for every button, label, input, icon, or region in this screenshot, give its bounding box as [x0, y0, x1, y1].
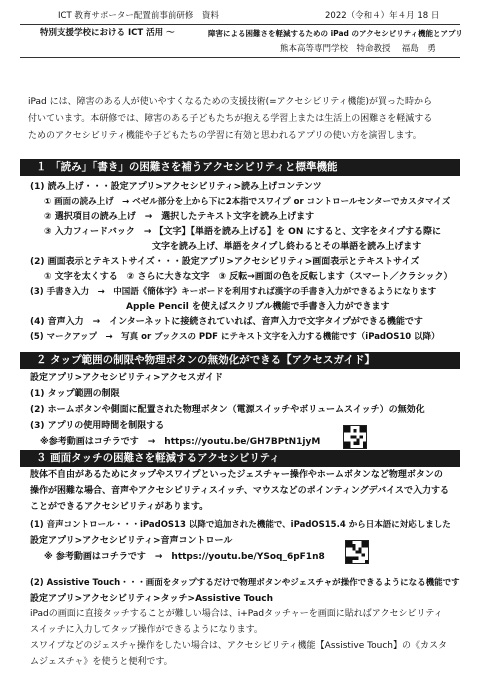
s3-line-7: (2) Assistive Touch・・・画面をタップするだけで物理ボタンやジェスチャが操作できるようになる機能です	[30, 578, 460, 588]
qr-code-icon	[343, 425, 367, 449]
s3-line-9: iPadの画面に直接タッチすることが難しい場合は、i+Padタッチャーを画面に貼ればアクセシビリティ	[30, 609, 443, 619]
intro-line-2: 付いています。本研修では、障害のある子どもたちが抱える学習上または生活上の困難さを軽減する	[28, 114, 433, 124]
header-rule-top	[20, 24, 460, 25]
s1-line-5: 文字を読み上げ、単語をタイプし終わるとその単語を読み上げます	[152, 242, 422, 252]
section3-title: ３ 画面タッチの困難さを軽減するアクセシビリティ	[36, 452, 280, 464]
s1-line-2: ① 画面の読み上げ → ベゼル部分を上から下に2本指でスワイプ or コントロールセンターでカスタマイズ	[44, 197, 451, 207]
s1-line-1: (1) 読み上げ・・・設定アプリ>アクセシビリティ>読み上げコンテンツ	[30, 182, 322, 192]
s1-line-3: ② 選択項目の読み上げ → 選択したテキスト文字を読み上げます	[44, 212, 315, 222]
s3-line-11: スワイプなどのジェスチャ操作をしたい場合は、アクセシビリティ機能【Assistive Touch】の《カスタ	[30, 641, 447, 651]
s1-line-6: (2) 画面表示とテキストサイズ・・・設定アプリ>アクセシビリティ>画面表示とテキストサイズ	[30, 257, 420, 267]
s3-video-link[interactable]: ※ 参考動画はコチラです → https://youtu.be/YSoq_6pF1n8	[44, 552, 325, 562]
section2-heading	[20, 352, 460, 369]
s2-line-4: (3) アプリの使用時間を制限する	[30, 421, 165, 431]
header-date: 2022（令和４）年４月 18 日	[325, 11, 440, 21]
s1-line-8: (3) 手書き入力 → 中国語《簡体字》キーボードを利用すれば漢字の手書き入力ができるようになります	[30, 287, 437, 297]
s1-line-10: (4) 音声入力 → インターネットに接続されていれば、音声入力で文字タイプができる機能です	[30, 317, 423, 327]
section2-title: ２ タップ範囲の制限や物理ボタンの無効化ができる【アクセスガイド】	[36, 354, 376, 366]
header-rule-bottom	[20, 57, 460, 58]
s3-line-3: ことができるアクセシビリティがあります。	[30, 502, 209, 512]
intro-line-1: iPad には、障害のある人が使いやすくなるための支援技術(=アクセシビリティ機能)が買った時から	[28, 97, 433, 107]
s2-line-2: (1) タップ範囲の制限	[30, 389, 120, 399]
s3-line-12: ムジェスチャ》を使うと便利です。	[30, 657, 173, 667]
s3-line-1: 肢体不自由があるためにタップやスワイプといったジェスチャー操作やホームボタンなど物理ボタンの	[30, 470, 443, 480]
section1-heading	[20, 159, 460, 176]
s2-video-link[interactable]: ※参考動画はコチラです → https://youtu.be/GH7BPtN1jyM	[40, 437, 321, 447]
s2-line-3: (2) ホームボタンや側面に配置された物理ボタン（電源スイッチやボリュームスイッチ）の無効化	[30, 405, 425, 415]
header-author: 熊本高等専門学校 特命教授 福島 勇	[280, 44, 436, 54]
s3-line-2: 操作が困難な場合、音声やアクセシビリティスイッチ、マウスなどのポインティングデバイスで入力する	[30, 486, 450, 496]
header-subtitle: 障害による困難さを軽減するための iPad のアクセシビリティ機能とアプリ	[208, 29, 463, 38]
qr-code-icon	[345, 540, 369, 564]
s2-line-1: 設定アプリ>アクセシビリティ>アクセスガイド	[30, 373, 224, 383]
intro-line-3: ためのアクセシビリティ機能や子どもたちの学習に有効と思われるアプリの使い方を演習します。	[28, 131, 422, 141]
section1-title: １ 「読み」「書き」の困難さを補うアクセシビリティと標準機能	[36, 161, 338, 173]
s3-line-8: 設定アプリ>アクセシビリティ>タッチ>Assistive Touch	[30, 594, 273, 604]
s3-line-5: 設定アプリ>アクセシビリティ>音声コントロール	[30, 536, 233, 546]
s1-line-9: Apple Pencil を使えばスクリブル機能で手書き入力ができます	[126, 302, 390, 312]
s3-line-4: (1) 音声コントロール・・・iPadOS13 以降で追加された機能で、iPadOS15.4 から日本語に対応しました	[30, 520, 451, 530]
s1-line-7: ① 文字を太くする ② さらに大きな文字 ③ 反転→画面の色を反転します（スマート／クラシック）	[44, 272, 453, 282]
s1-line-11: (5) マークアップ → 写真 or ブックスの PDF にテキスト文字を入力する機能です（iPadOS10 以降）	[30, 332, 440, 342]
header-event: ICT 教育サポーター配置前事前研修 資料	[58, 11, 219, 21]
section3-heading	[20, 450, 460, 467]
s1-line-4: ③ 入力フィードバック → 【文字】【単語を読み上げる】を ON にすると、文字をタイプする際に	[44, 227, 442, 237]
s3-line-10: スイッチに入力してタップ操作ができるようになります。	[30, 625, 263, 635]
header-title: 特別支援学校における ICT 活用 〜	[40, 28, 175, 38]
